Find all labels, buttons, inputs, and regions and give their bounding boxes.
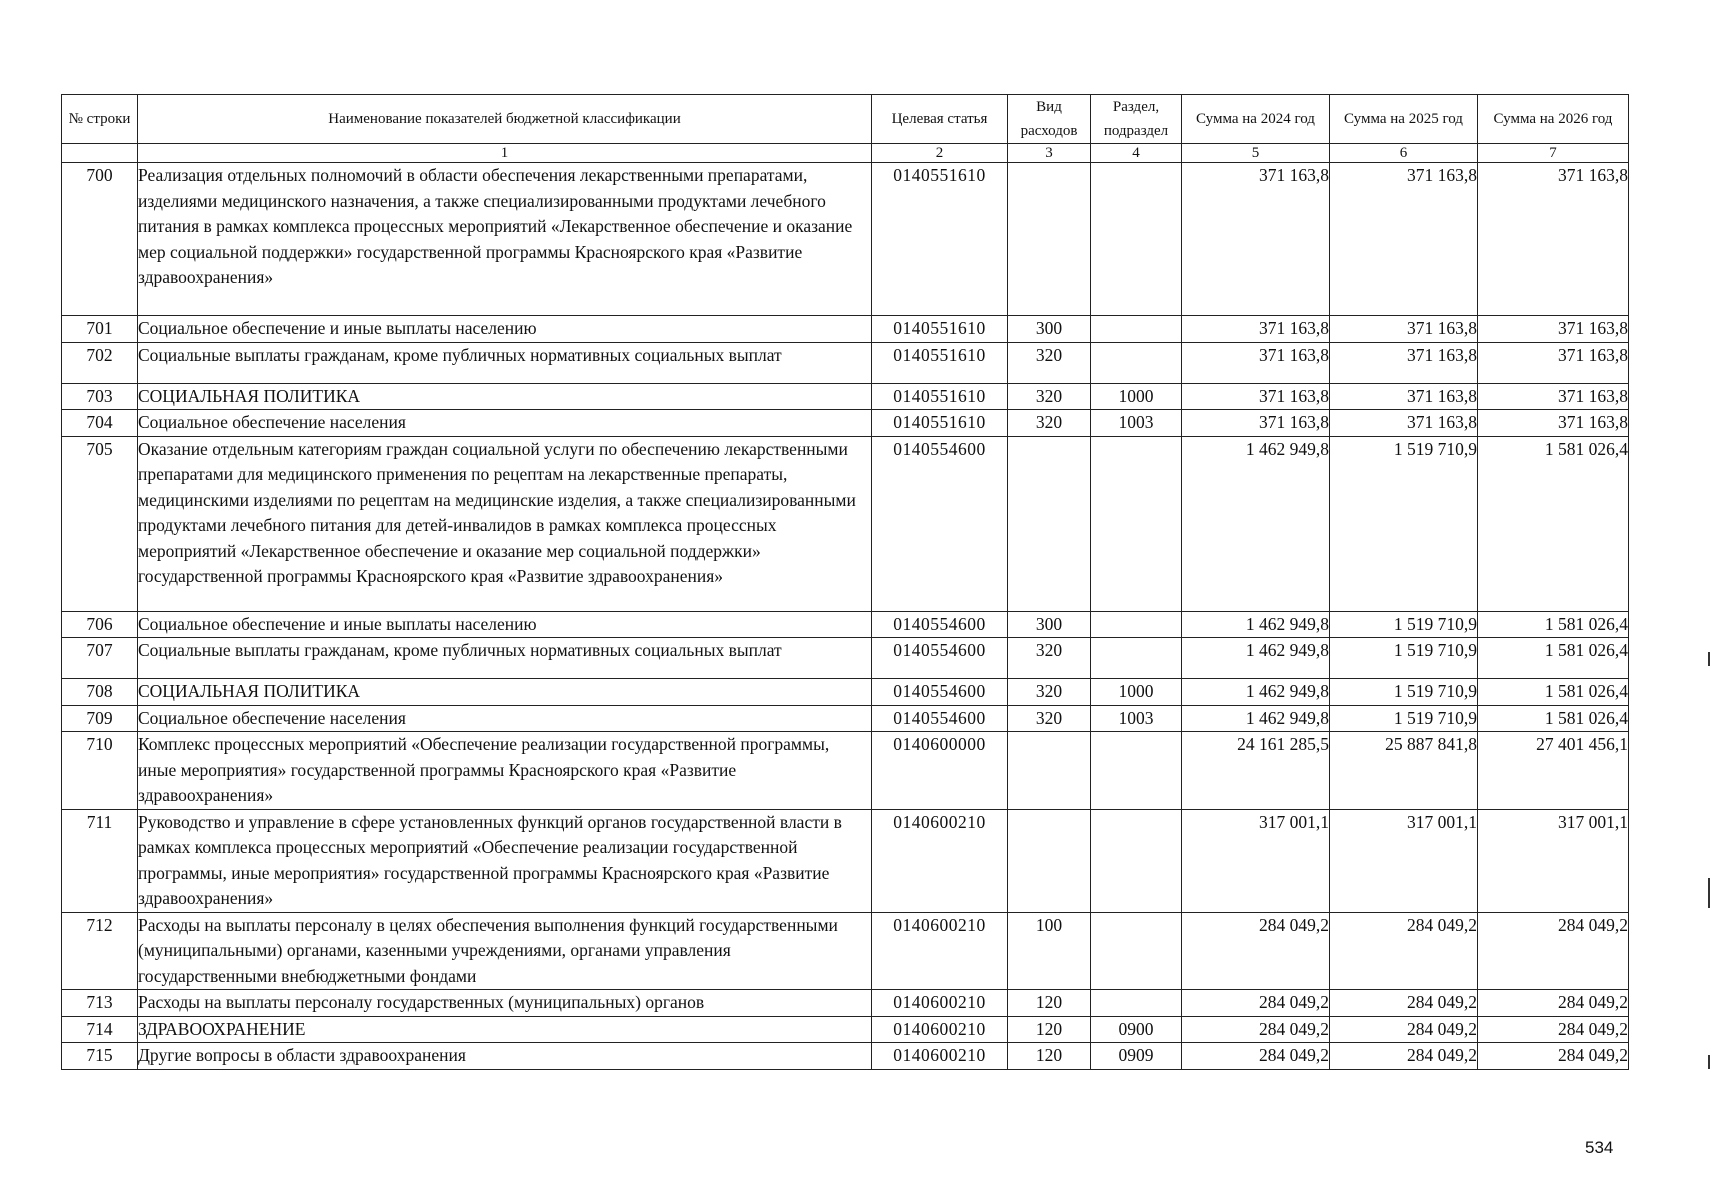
row-number: 707 — [62, 638, 138, 679]
expense-type: 120 — [1008, 990, 1091, 1017]
section-code: 1000 — [1091, 679, 1182, 706]
section-code: 0909 — [1091, 1043, 1182, 1070]
indicator-name: Реализация отдельных полномочий в области обеспечения лекарственными препаратами, изделиями медицинского назначения, а также специализированными продуктами лечебного питания в рамках комплекса процессных мероприятий «Лекарственное обеспечение и оказание мер социальной поддержки» государственной программы Красноярского края «Развитие здравоохранения» — [138, 163, 872, 316]
scan-edge-mark — [1708, 652, 1710, 666]
column-number: 5 — [1182, 144, 1330, 163]
indicator-name: Расходы на выплаты персоналу в целях обеспечения выполнения функций государственными (муниципальными) органами, казенными учреждениями, органами управления государственными внебюджетными фондами — [138, 912, 872, 990]
expense-type — [1008, 809, 1091, 912]
indicator-name: ЗДРАВООХРАНЕНИЕ — [138, 1016, 872, 1043]
sum-2026: 371 163,8 — [1478, 316, 1629, 343]
expense-type: 320 — [1008, 410, 1091, 437]
table-row — [62, 316, 1629, 343]
indicator-name: Расходы на выплаты персоналу государственных (муниципальных) органов — [138, 990, 872, 1017]
expense-type: 320 — [1008, 383, 1091, 410]
table-row — [62, 679, 1629, 706]
sum-2024: 284 049,2 — [1182, 1043, 1330, 1070]
sum-2026: 284 049,2 — [1478, 990, 1629, 1017]
sum-2026: 1 581 026,4 — [1478, 705, 1629, 732]
header-name: Наименование показателей бюджетной классификации — [138, 95, 872, 144]
row-number: 706 — [62, 611, 138, 638]
header-razd: Раздел, подраздел — [1091, 95, 1182, 144]
header-code: Целевая статья — [872, 95, 1008, 144]
target-code: 0140554600 — [872, 436, 1008, 611]
section-code — [1091, 316, 1182, 343]
sum-2024: 1 462 949,8 — [1182, 705, 1330, 732]
table-row — [62, 990, 1629, 1017]
sum-2024: 284 049,2 — [1182, 1016, 1330, 1043]
sum-2025: 371 163,8 — [1330, 316, 1478, 343]
sum-2026: 1 581 026,4 — [1478, 638, 1629, 679]
row-number: 712 — [62, 912, 138, 990]
expense-type — [1008, 163, 1091, 316]
table-row — [62, 436, 1629, 611]
section-code: 1003 — [1091, 410, 1182, 437]
sum-2025: 371 163,8 — [1330, 163, 1478, 316]
row-number: 709 — [62, 705, 138, 732]
sum-2024: 284 049,2 — [1182, 990, 1330, 1017]
sum-2024: 317 001,1 — [1182, 809, 1330, 912]
row-number: 700 — [62, 163, 138, 316]
sum-2024: 284 049,2 — [1182, 912, 1330, 990]
sum-2025: 284 049,2 — [1330, 1043, 1478, 1070]
expense-type: 320 — [1008, 342, 1091, 383]
sum-2026: 371 163,8 — [1478, 383, 1629, 410]
target-code: 0140600210 — [872, 1043, 1008, 1070]
table-row — [62, 638, 1629, 679]
table-row — [62, 163, 1629, 316]
sum-2024: 371 163,8 — [1182, 316, 1330, 343]
target-code: 0140600000 — [872, 732, 1008, 810]
sum-2024: 1 462 949,8 — [1182, 611, 1330, 638]
sum-2024: 371 163,8 — [1182, 383, 1330, 410]
sum-2025: 25 887 841,8 — [1330, 732, 1478, 810]
sum-2026: 284 049,2 — [1478, 912, 1629, 990]
sum-2025: 371 163,8 — [1330, 383, 1478, 410]
column-number-row — [62, 144, 1629, 163]
sum-2024: 1 462 949,8 — [1182, 638, 1330, 679]
expense-type: 120 — [1008, 1016, 1091, 1043]
sum-2025: 1 519 710,9 — [1330, 705, 1478, 732]
target-code: 0140551610 — [872, 383, 1008, 410]
sum-2024: 24 161 285,5 — [1182, 732, 1330, 810]
header-vid: Вид расходов — [1008, 95, 1091, 144]
table-row — [62, 410, 1629, 437]
expense-type: 120 — [1008, 1043, 1091, 1070]
target-code: 0140551610 — [872, 163, 1008, 316]
column-number: 6 — [1330, 144, 1478, 163]
expense-type: 300 — [1008, 611, 1091, 638]
sum-2024: 371 163,8 — [1182, 342, 1330, 383]
sum-2026: 1 581 026,4 — [1478, 679, 1629, 706]
expense-type: 320 — [1008, 638, 1091, 679]
sum-2026: 371 163,8 — [1478, 342, 1629, 383]
table-row — [62, 383, 1629, 410]
indicator-name: Социальное обеспечение населения — [138, 705, 872, 732]
section-code — [1091, 342, 1182, 383]
sum-2025: 371 163,8 — [1330, 410, 1478, 437]
table-row — [62, 1043, 1629, 1070]
section-code — [1091, 912, 1182, 990]
header-row-number: № строки — [62, 95, 138, 144]
section-code — [1091, 809, 1182, 912]
target-code: 0140551610 — [872, 410, 1008, 437]
target-code: 0140600210 — [872, 1016, 1008, 1043]
indicator-name: Социальное обеспечение и иные выплаты населению — [138, 611, 872, 638]
row-number: 713 — [62, 990, 138, 1017]
indicator-name: Комплекс процессных мероприятий «Обеспечение реализации государственной программы, иные мероприятия» государственной программы Красноярского края «Развитие здравоохранения» — [138, 732, 872, 810]
row-number: 711 — [62, 809, 138, 912]
sum-2025: 1 519 710,9 — [1330, 611, 1478, 638]
column-number — [62, 144, 138, 163]
column-number: 1 — [138, 144, 872, 163]
section-code — [1091, 611, 1182, 638]
sum-2026: 284 049,2 — [1478, 1016, 1629, 1043]
section-code — [1091, 436, 1182, 611]
table-row — [62, 732, 1629, 810]
expense-type: 320 — [1008, 679, 1091, 706]
row-number: 710 — [62, 732, 138, 810]
row-number: 715 — [62, 1043, 138, 1070]
target-code: 0140600210 — [872, 912, 1008, 990]
row-number: 702 — [62, 342, 138, 383]
column-number: 3 — [1008, 144, 1091, 163]
sum-2024: 1 462 949,8 — [1182, 679, 1330, 706]
header-sum-2025: Сумма на 2025 год — [1330, 95, 1478, 144]
row-number: 701 — [62, 316, 138, 343]
sum-2026: 1 581 026,4 — [1478, 436, 1629, 611]
sum-2025: 284 049,2 — [1330, 912, 1478, 990]
section-code — [1091, 990, 1182, 1017]
sum-2024: 1 462 949,8 — [1182, 436, 1330, 611]
expense-type — [1008, 732, 1091, 810]
indicator-name: Социальное обеспечение и иные выплаты населению — [138, 316, 872, 343]
sum-2025: 1 519 710,9 — [1330, 679, 1478, 706]
target-code: 0140554600 — [872, 638, 1008, 679]
sum-2026: 371 163,8 — [1478, 163, 1629, 316]
sum-2026: 284 049,2 — [1478, 1043, 1629, 1070]
header-sum-2024: Сумма на 2024 год — [1182, 95, 1330, 144]
sum-2025: 371 163,8 — [1330, 342, 1478, 383]
target-code: 0140551610 — [872, 316, 1008, 343]
section-code: 1000 — [1091, 383, 1182, 410]
section-code — [1091, 638, 1182, 679]
target-code: 0140600210 — [872, 990, 1008, 1017]
sum-2025: 284 049,2 — [1330, 990, 1478, 1017]
table-row — [62, 809, 1629, 912]
table-row — [62, 912, 1629, 990]
page-number: 534 — [1585, 1138, 1614, 1157]
expense-type: 320 — [1008, 705, 1091, 732]
sum-2025: 1 519 710,9 — [1330, 436, 1478, 611]
expense-type: 300 — [1008, 316, 1091, 343]
expense-type — [1008, 436, 1091, 611]
target-code: 0140554600 — [872, 679, 1008, 706]
section-code: 0900 — [1091, 1016, 1182, 1043]
section-code: 1003 — [1091, 705, 1182, 732]
indicator-name: СОЦИАЛЬНАЯ ПОЛИТИКА — [138, 383, 872, 410]
target-code: 0140600210 — [872, 809, 1008, 912]
indicator-name: Социальное обеспечение населения — [138, 410, 872, 437]
section-code — [1091, 732, 1182, 810]
table-row — [62, 705, 1629, 732]
indicator-name: Оказание отдельным категориям граждан социальной услуги по обеспечению лекарственными препаратами для медицинского применения по рецептам на лекарственные препараты, медицинскими изделиями по рецептам на медицинские изделия, а также специализированными продуктами лечебного питания для детей-инвалидов в рамках комплекса процессных мероприятий «Лекарственное обеспечение и оказание мер социальной поддержки» государственной программы Красноярского края «Развитие здравоохранения» — [138, 436, 872, 611]
sum-2026: 1 581 026,4 — [1478, 611, 1629, 638]
table-row — [62, 1016, 1629, 1043]
indicator-name: СОЦИАЛЬНАЯ ПОЛИТИКА — [138, 679, 872, 706]
sum-2026: 371 163,8 — [1478, 410, 1629, 437]
row-number: 714 — [62, 1016, 138, 1043]
row-number: 703 — [62, 383, 138, 410]
table-row — [62, 611, 1629, 638]
budget-table — [61, 94, 1629, 1070]
sum-2025: 317 001,1 — [1330, 809, 1478, 912]
sum-2026: 27 401 456,1 — [1478, 732, 1629, 810]
table-row — [62, 342, 1629, 383]
scan-edge-mark — [1708, 1055, 1710, 1069]
scan-edge-mark — [1708, 878, 1710, 908]
indicator-name: Социальные выплаты гражданам, кроме публичных нормативных социальных выплат — [138, 638, 872, 679]
header-row — [62, 95, 1629, 144]
header-sum-2026: Сумма на 2026 год — [1478, 95, 1629, 144]
sum-2024: 371 163,8 — [1182, 163, 1330, 316]
row-number: 704 — [62, 410, 138, 437]
target-code: 0140554600 — [872, 611, 1008, 638]
sum-2026: 317 001,1 — [1478, 809, 1629, 912]
sum-2024: 371 163,8 — [1182, 410, 1330, 437]
column-number: 7 — [1478, 144, 1629, 163]
expense-type: 100 — [1008, 912, 1091, 990]
sum-2025: 1 519 710,9 — [1330, 638, 1478, 679]
target-code: 0140551610 — [872, 342, 1008, 383]
column-number: 4 — [1091, 144, 1182, 163]
sum-2025: 284 049,2 — [1330, 1016, 1478, 1043]
column-number: 2 — [872, 144, 1008, 163]
row-number: 705 — [62, 436, 138, 611]
section-code — [1091, 163, 1182, 316]
row-number: 708 — [62, 679, 138, 706]
indicator-name: Социальные выплаты гражданам, кроме публичных нормативных социальных выплат — [138, 342, 872, 383]
indicator-name: Руководство и управление в сфере установленных функций органов государственной власти в рамках комплекса процессных мероприятий «Обеспечение реализации государственной программы, иные мероприятия» государственной программы Красноярского края «Развитие здравоохранения» — [138, 809, 872, 912]
indicator-name: Другие вопросы в области здравоохранения — [138, 1043, 872, 1070]
target-code: 0140554600 — [872, 705, 1008, 732]
